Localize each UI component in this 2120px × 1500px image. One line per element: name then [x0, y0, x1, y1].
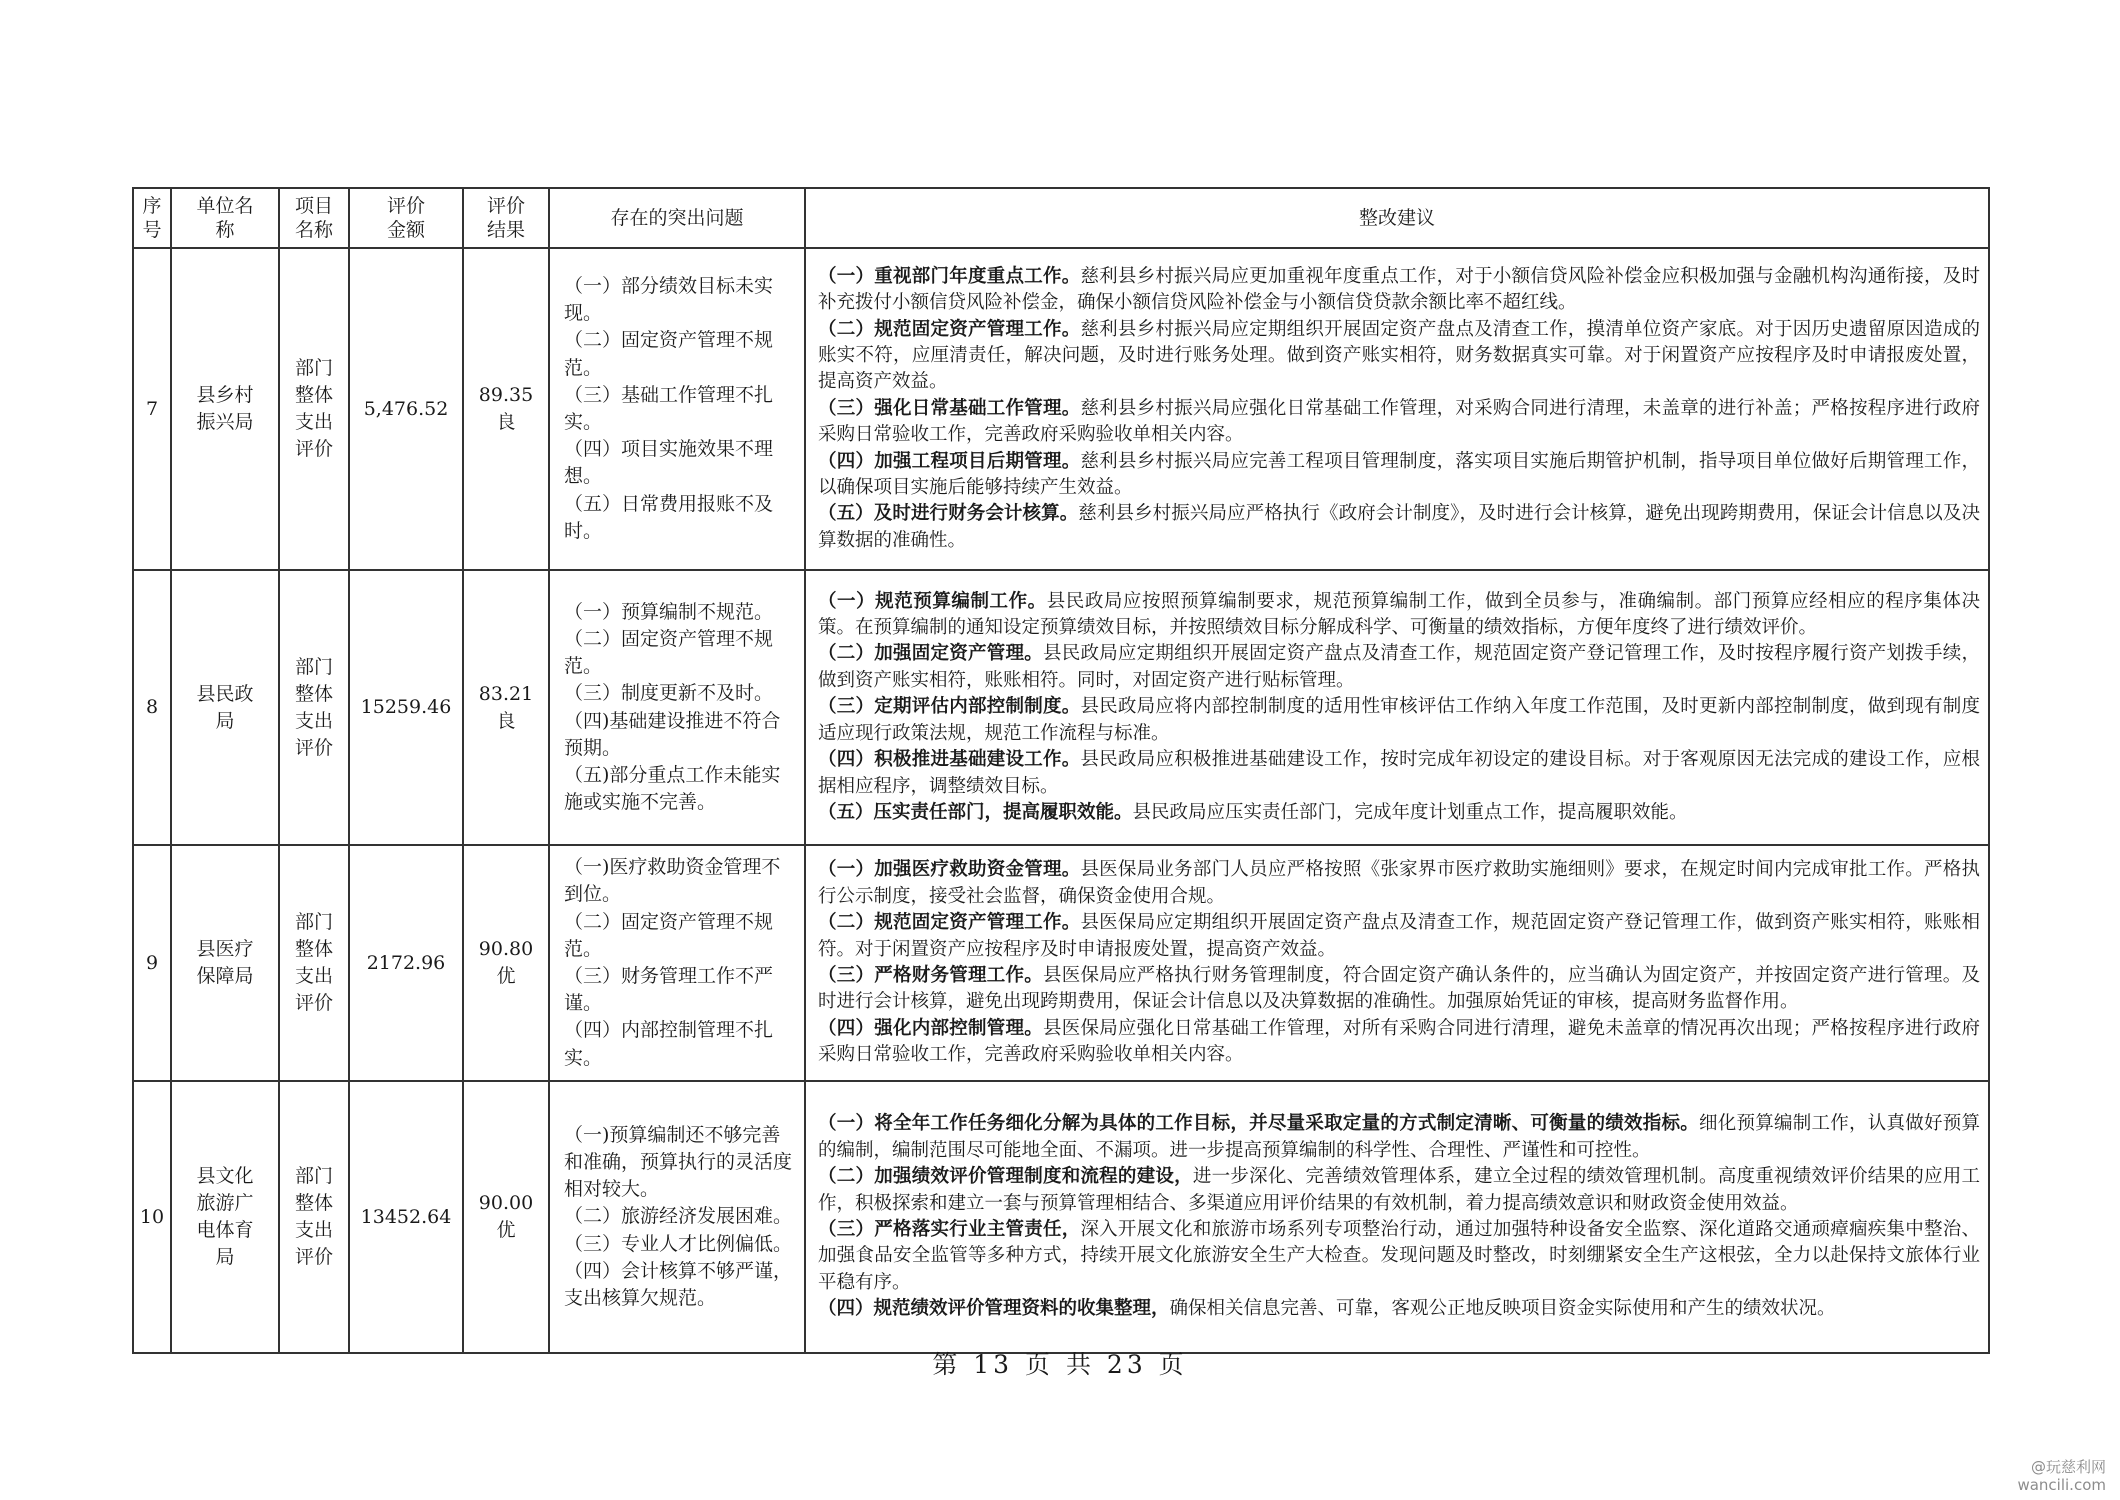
suggestion-text: 细化预算编制工作，认真做好预算的编制，编制范围尽可能地全面、不漏项。进一步提高预算编制的科学性、合理性、严谨性和可控性。 [818, 1113, 1980, 1161]
row-problems [549, 248, 805, 570]
row-project-line: 部门 [294, 1165, 333, 1187]
row-result [463, 570, 549, 845]
problem-item: （四)基础建设推进不符合预期。 [564, 709, 781, 759]
suggestion-item [818, 501, 1980, 554]
row-index: 9 [133, 845, 171, 1081]
header-amount: 评价 金额 [349, 188, 463, 248]
suggestion-item [818, 264, 1980, 317]
suggestion-item [818, 641, 1980, 694]
suggestion-title: （三）严格落实行业主管责任， [818, 1219, 1081, 1240]
header-suggestions: 整改建议 [805, 188, 1989, 248]
row-score: 90.80 [478, 938, 534, 960]
suggestion-title: （三）严格财务管理工作。 [818, 965, 1043, 986]
row-result [463, 1081, 549, 1353]
row-amount: 5,476.52 [349, 248, 463, 570]
problem-item: （三）制度更新不及时。 [564, 682, 774, 705]
suggestion-title: （一）将全年工作任务细化分解为具体的工作目标，并尽量采取定量的方式制定清晰、可衡量的绩效指标。 [818, 1113, 1700, 1135]
row-unit-line: 县乡村 [196, 384, 254, 406]
row-index: 8 [133, 570, 171, 845]
problem-item: （二）固定资产管理不规范。 [564, 910, 774, 960]
row-suggestions [805, 570, 1989, 845]
row-problems [549, 845, 805, 1081]
suggestion-text: 慈利县乡村振兴局应定期组织开展固定资产盘点及清查工作，摸清单位资产家底。对于因历史遗留原因造成的账实不符，应厘清责任，解决问题，及时进行账务处理。做到资产账实相符，财务数据真实可靠。对于闲置资产应按程序及时申请报废处置，提高资产效益。 [818, 318, 1980, 393]
header-result: 评价 结果 [463, 188, 549, 248]
row-problems [549, 570, 805, 845]
problem-item: （一)医疗救助资金管理不到位。 [564, 856, 781, 906]
suggestion-item [818, 857, 1980, 910]
evaluation-table [132, 187, 1990, 1354]
problem-item: （一）部分绩效目标未实现。 [564, 274, 774, 325]
suggestion-title: （五）压实责任部门，提高履职效能。 [818, 801, 1133, 823]
suggestion-text: 慈利县乡村振兴局应严格执行《政府会计制度》，及时进行会计核算，避免出现跨期费用，保证会计信息以及决算数据的准确性。 [818, 503, 1980, 551]
suggestion-title: （四）规范绩效评价管理资料的收集整理， [818, 1298, 1170, 1320]
row-project [279, 570, 349, 845]
suggestion-item [818, 589, 1980, 642]
row-project-line: 部门 [294, 357, 333, 379]
header-project: 项目 名称 [279, 188, 349, 248]
row-unit-line: 旅游广 [196, 1192, 254, 1214]
row-amount: 15259.46 [349, 570, 463, 845]
table-row [133, 845, 1989, 1081]
table-row [133, 248, 1989, 570]
row-unit-line: 振兴局 [196, 411, 254, 433]
suggestion-title: （三）强化日常基础工作管理。 [818, 397, 1081, 419]
problem-item: （五）日常费用报账不及时。 [564, 492, 774, 542]
suggestion-text: 县民政局应将内部控制制度的适用性审核评估工作纳入年度工作范围，及时更新内部控制制度，做到现有制度适应现行政策法规，规范工作流程与标准。 [818, 696, 1980, 744]
row-project-line: 支出 [294, 965, 333, 987]
suggestion-item [818, 396, 1980, 449]
suggestion-item [818, 1111, 1980, 1164]
suggestion-title: （三）定期评估内部控制制度。 [818, 696, 1081, 718]
row-project-line: 整体 [294, 938, 333, 960]
row-grade: 良 [496, 411, 516, 433]
suggestion-title: （二）规范固定资产管理工作。 [818, 912, 1081, 934]
row-unit-line: 县民政 [196, 682, 254, 705]
row-project-line: 评价 [294, 736, 333, 759]
row-suggestions [805, 1081, 1989, 1353]
suggestion-title: （二）加强绩效评价管理制度和流程的建设， [818, 1166, 1193, 1188]
suggestion-text: 县民政局应压实责任部门，完成年度计划重点工作，提高履职效能。 [1132, 801, 1688, 823]
row-score: 90.00 [478, 1192, 534, 1214]
row-suggestions [805, 845, 1989, 1081]
table-row [133, 570, 1989, 845]
row-project-line: 整体 [294, 682, 333, 705]
suggestion-text: 慈利县乡村振兴局应更加重视年度重点工作，对于小额信贷风险补偿金应积极加强与金融机构沟通衔接，及时补充拨付小额信贷风险补偿金，确保小额信贷风险补偿金与小额信贷贷款余额比率不超红线。 [818, 265, 1980, 314]
row-project-line: 部门 [294, 655, 333, 678]
suggestion-item [818, 800, 1980, 826]
suggestion-item [818, 1296, 1980, 1322]
suggestion-title: （二）规范固定资产管理工作。 [818, 318, 1081, 340]
suggestion-item [818, 694, 1980, 747]
watermark: @玩慈利网 wancili.com [2017, 1458, 2106, 1494]
suggestion-text: 县民政局应积极推进基础建设工作，按时完成年初设定的建设目标。对于客观原因无法完成的建设工作，应根据相应程序，调整绩效目标。 [818, 749, 1980, 797]
problem-item: （一）预算编制不规范。 [564, 600, 774, 623]
problem-item: （三）财务管理工作不严谨。 [564, 965, 774, 1015]
row-amount: 2172.96 [349, 845, 463, 1081]
row-unit [171, 1081, 279, 1353]
row-score: 89.35 [478, 384, 534, 406]
row-unit-line: 局 [215, 1246, 235, 1268]
row-grade: 优 [496, 1219, 516, 1241]
problem-item: （四）项目实施效果不理想。 [564, 438, 774, 488]
row-unit [171, 845, 279, 1081]
suggestion-text: 深入开展文化和旅游市场系列专项整治行动，通过加强特种设备安全监察、深化道路交通顽瘴痼疾集中整治、加强食品安全监管等多种方式，持续开展文化旅游安全生产大检查。发现问题及时整改，时刻绷紧安全生产这根弦，全力以赴保持文旅体行业平稳有序。 [818, 1219, 1980, 1293]
row-project-line: 整体 [294, 1192, 333, 1214]
suggestion-item [818, 1217, 1980, 1296]
problem-item: （二）旅游经济发展困难。 [564, 1205, 793, 1228]
suggestion-text: 县医保局应强化日常基础工作管理，对所有采购合同进行清理，避免未盖章的情况再次出现；严格按程序进行政府采购日常验收工作，完善政府采购验收单相关内容。 [818, 1017, 1980, 1066]
row-unit [171, 248, 279, 570]
problem-item: （四）会计核算不够严谨，支出核算欠规范。 [564, 1259, 793, 1309]
suggestion-item [818, 317, 1980, 396]
suggestion-text: 慈利县乡村振兴局应强化日常基础工作管理，对采购合同进行清理，未盖章的进行补盖；严格按程序进行政府采购日常验收工作，完善政府采购验收单相关内容。 [818, 397, 1980, 446]
row-unit-line: 县医疗 [196, 938, 254, 960]
row-project-line: 评价 [294, 1246, 333, 1268]
row-grade: 优 [496, 965, 516, 987]
suggestion-item [818, 963, 1980, 1016]
row-score: 83.21 [478, 682, 534, 705]
suggestion-text: 县医保局应定期组织开展固定资产盘点及清查工作，规范固定资产登记管理工作，做到资产账实相符，账账相符。对于闲置资产应按程序及时申请报废处置，提高资产效益。 [818, 912, 1980, 960]
header-problems: 存在的突出问题 [549, 188, 805, 248]
problem-item: （三）基础工作管理不扎实。 [564, 383, 774, 433]
row-amount: 13452.64 [349, 1081, 463, 1353]
problem-item: （三）专业人才比例偏低。 [564, 1232, 793, 1255]
suggestion-title: （四）积极推进基础建设工作。 [818, 749, 1081, 771]
suggestion-text: 县医保局应严格执行财务管理制度，符合固定资产确认条件的，应当确认为固定资产，并按固定资产进行管理。及时进行会计核算，避免出现跨期费用，保证会计信息以及决算数据的准确性。加强原始凭证的审核，提高财务监督作用。 [818, 965, 1980, 1013]
row-project-line: 支出 [294, 411, 333, 433]
row-problems [549, 1081, 805, 1353]
suggestion-item [818, 747, 1980, 800]
suggestion-text: 确保相关信息完善、可靠，客观公正地反映项目资金实际使用和产生的绩效状况。 [1169, 1298, 1836, 1320]
header-index: 序 号 [133, 188, 171, 248]
suggestion-title: （五）及时进行财务会计核算。 [818, 503, 1079, 525]
row-project-line: 部门 [294, 911, 333, 933]
page-number: 第 13 页 共 23 页 [932, 1350, 1188, 1379]
header-row [133, 188, 1989, 248]
suggestion-title: （四）强化内部控制管理。 [818, 1017, 1043, 1039]
table-row [133, 1081, 1989, 1353]
row-unit-line: 电体育 [196, 1219, 254, 1241]
suggestion-title: （一）规范预算编制工作。 [818, 590, 1047, 612]
row-project-line: 支出 [294, 1219, 333, 1241]
suggestion-text: 县医保局业务部门人员应严格按照《张家界市医疗救助实施细则》要求，在规定时间内完成审批工作。严格执行公示制度，接受社会监督，确保资金使用合规。 [818, 859, 1980, 907]
suggestion-title: （一）重视部门年度重点工作。 [818, 265, 1081, 287]
suggestion-title: （一）加强医疗救助资金管理。 [818, 859, 1081, 881]
row-project-line: 评价 [294, 992, 333, 1014]
row-project [279, 845, 349, 1081]
row-suggestions [805, 248, 1989, 570]
suggestion-text: 县民政局应定期组织开展固定资产盘点及清查工作，规范固定资产登记管理工作，及时按程序履行资产划拨手续，做到资产账实相符，账账相符。同时，对固定资产进行贴标管理。 [818, 643, 1980, 691]
suggestion-item [818, 1016, 1980, 1069]
suggestion-text: 进一步深化、完善绩效管理体系，建立全过程的绩效管理机制。高度重视绩效评价结果的应用工作，积极探索和建立一套与预算管理相结合、多渠道应用评价结果的有效机制，着力提高绩效意识和财政资金使用效益。 [818, 1166, 1980, 1214]
problem-item: （二）固定资产管理不规范。 [564, 329, 774, 379]
row-index: 7 [133, 248, 171, 570]
row-unit-line: 局 [215, 709, 235, 732]
row-result [463, 248, 549, 570]
suggestion-title: （四）加强工程项目后期管理。 [818, 450, 1081, 472]
suggestion-item [818, 910, 1980, 963]
problem-item: （一)预算编制还不够完善和准确，预算执行的灵活度相对较大。 [564, 1123, 793, 1201]
row-project-line: 评价 [294, 438, 333, 460]
suggestion-title: （二）加强固定资产管理。 [818, 643, 1043, 665]
suggestion-text: 慈利县乡村振兴局应完善工程项目管理制度，落实项目实施后期管护机制，指导项目单位做好后期管理工作，以确保项目实施后能够持续产生效益。 [818, 450, 1980, 499]
suggestion-item [818, 1164, 1980, 1217]
row-project-line: 整体 [294, 384, 333, 406]
row-grade: 良 [496, 709, 516, 732]
row-project-line: 支出 [294, 709, 333, 732]
problem-item: （四）内部控制管理不扎实。 [564, 1019, 774, 1069]
row-unit-line: 保障局 [196, 965, 254, 987]
row-index: 10 [133, 1081, 171, 1353]
header-unit: 单位名 称 [171, 188, 279, 248]
row-unit [171, 570, 279, 845]
problem-item: （二）固定资产管理不规范。 [564, 627, 774, 678]
suggestion-item [818, 449, 1980, 502]
problem-item: （五)部分重点工作未能实施或实施不完善。 [564, 763, 781, 814]
row-project [279, 248, 349, 570]
row-result [463, 845, 549, 1081]
suggestion-text: 县民政局应按照预算编制要求，规范预算编制工作，做到全员参与，准确编制。部门预算应经相应的程序集体决策。在预算编制的通知设定预算绩效目标，并按照绩效目标分解成科学、可衡量的绩效指标，方便年度终了进行绩效评价。 [818, 590, 1980, 639]
row-project [279, 1081, 349, 1353]
row-unit-line: 县文化 [196, 1165, 254, 1187]
